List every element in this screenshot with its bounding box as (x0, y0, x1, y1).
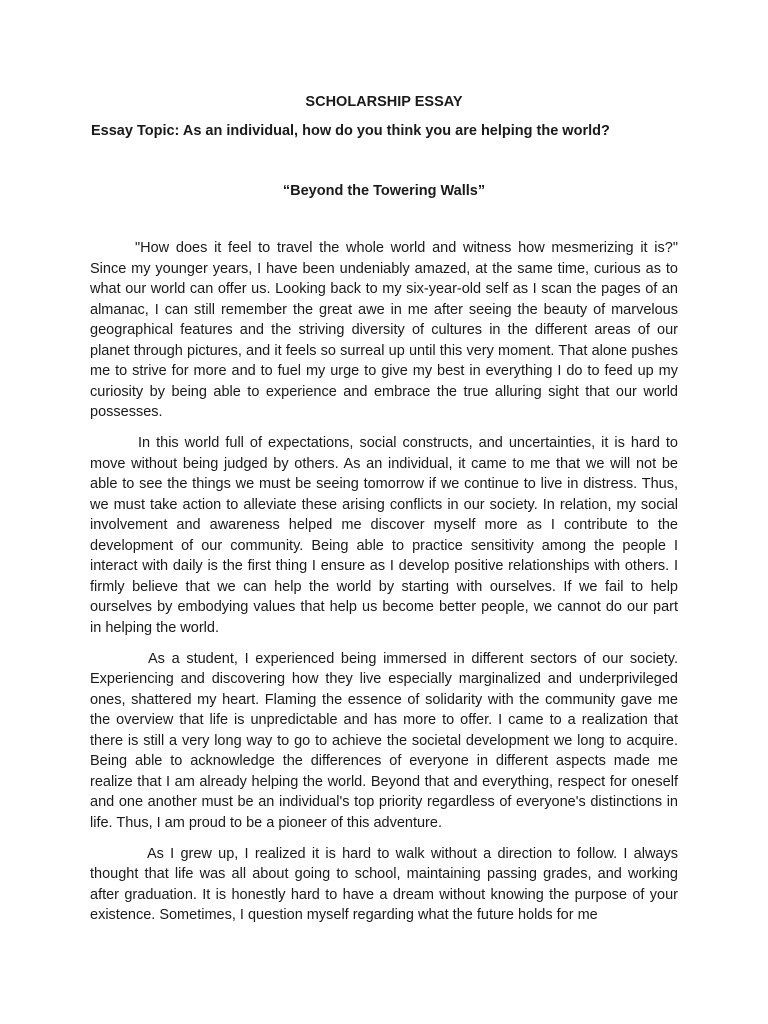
paragraph: In this world full of expectations, social constructs, and uncertainties, it is hard to move without being judged by others. As an individual, it came to me that we will not be able to see the things we must be seeing tomorrow if we continue to live in distress. Thus, we must take action to alleviate these arising conflicts in our society. In relation, my social involvement and awareness helped me discover myself more as I contribute to the development of our community. Being able to practice sensitivity among the people I interact with daily is the first thing I ensure as I develop positive relationships with others. I firmly believe that we can help the world by starting with ourselves. If we fail to help ourselves by embodying values that help us become better people, we cannot do our part in helping the world. (90, 435, 678, 636)
essay-title: “Beyond the Towering Walls” (282, 183, 486, 199)
essay-body (90, 238, 678, 936)
paragraph: As I grew up, I realized it is hard to walk without a direction to follow. I always thought that life was all about going to school, maintaining passing grades, and working after graduation. It is honestly hard to have a dream without knowing the purpose of your existence. Sometimes, I question myself regarding what the future holds for me (90, 845, 678, 924)
document-title: SCHOLARSHIP ESSAY (305, 94, 463, 110)
essay-topic: Essay Topic: As an individual, how do you think you are helping the world? (91, 123, 610, 139)
paragraph: As a student, I experienced being immersed in different sectors of our society. Experiencing and discovering how they live especially marginalized and underprivileged ones, shattered my heart. Flaming the essence of solidarity with the community gave me the overview that life is unpredictable and has more to offer. I came to a realization that there is still a very long way to go to achieve the societal development we long to acquire. Being able to acknowledge the differences of everyone in different aspects made me realize that I am already helping the world. Beyond that and everything, respect for oneself and one another must be an individual's top priority regardless of everyone's distinctions in life. Thus, I am proud to be a pioneer of this adventure. (90, 650, 678, 831)
paragraph: "How does it feel to travel the whole world and witness how mesmerizing it is?" Since my younger years, I have been undeniably amazed, at the same time, curious as to what our world can offer us. Looking back to my six-year-old self as I scan the pages of an almanac, I can still remember the great awe in me after seeing the beauty of marvelous geographical features and the striving diversity of cultures in the different areas of our planet through pictures, and it feels so surreal up until this very moment. That alone pushes me to strive for more and to fuel my urge to give my best in everything I do to feed up my curiosity by being able to experience and embrace the true alluring sight that our world possesses. (90, 240, 678, 420)
